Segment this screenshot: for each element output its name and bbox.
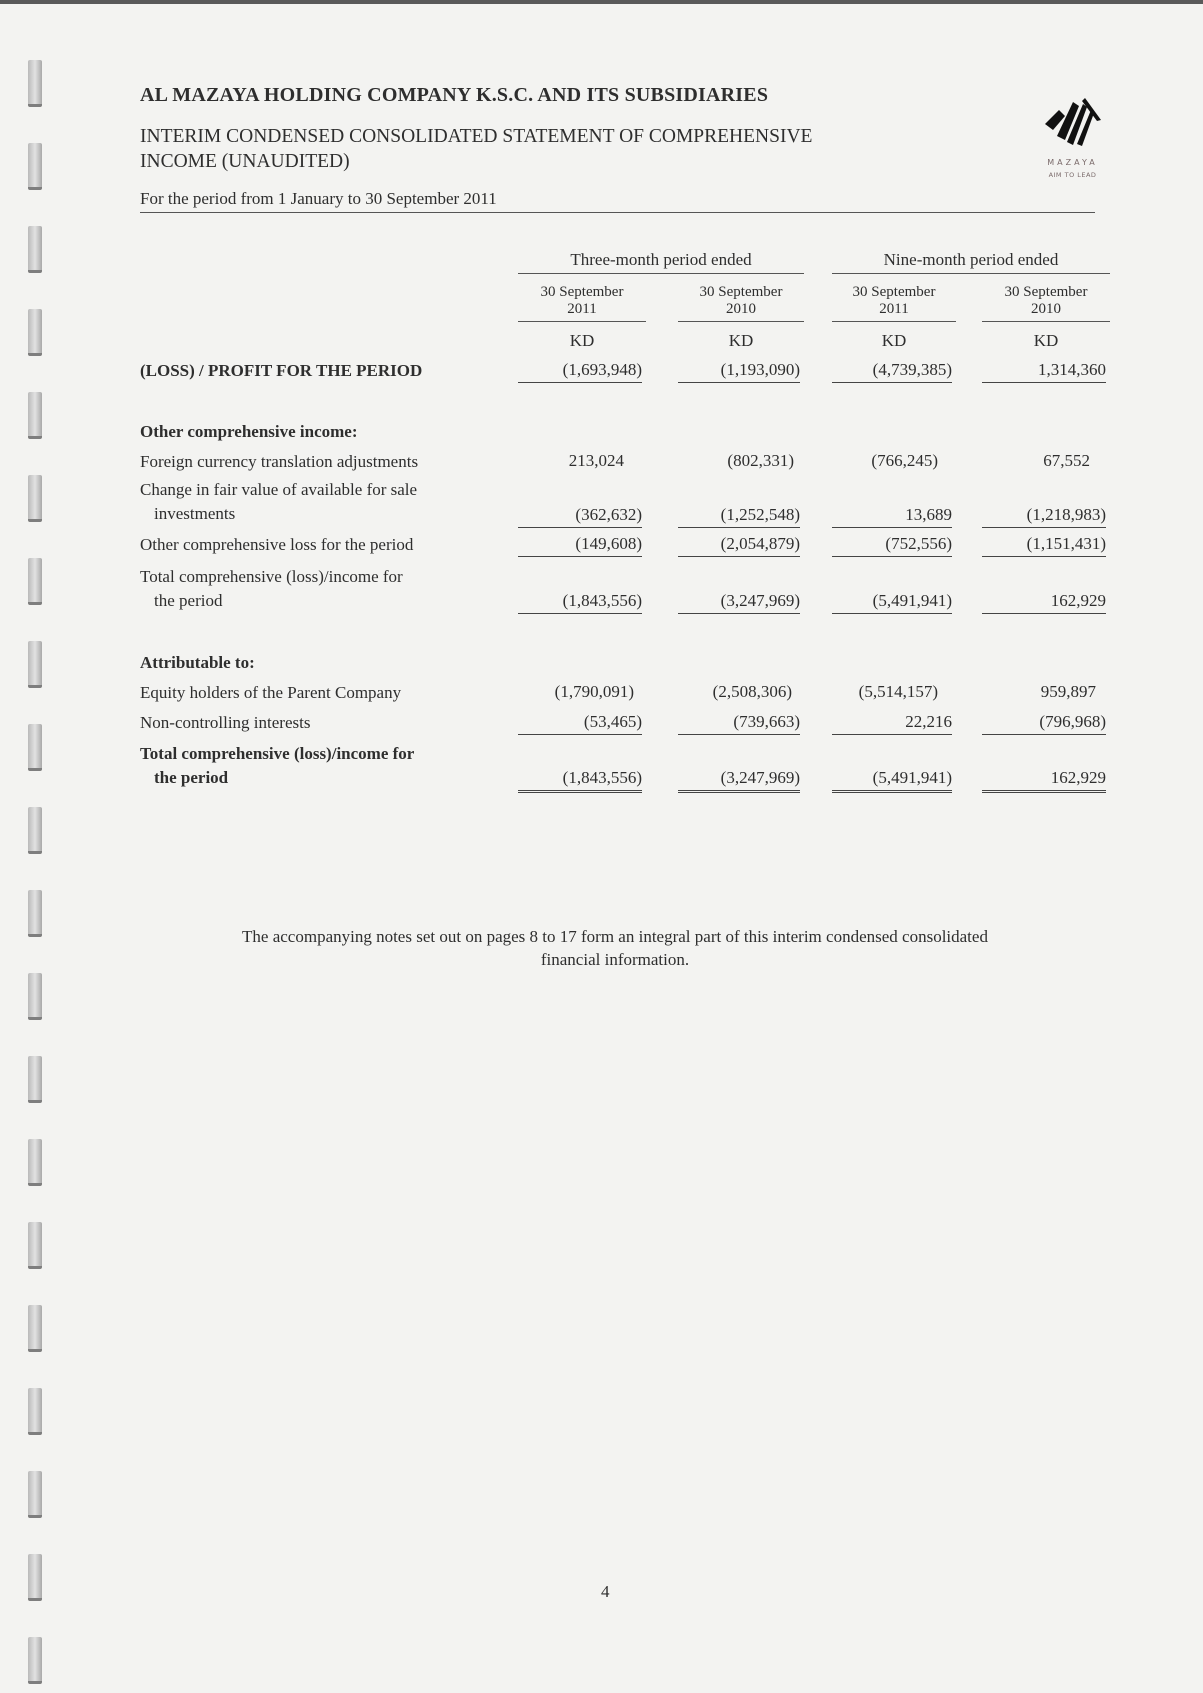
binding-ring	[28, 807, 42, 854]
value-cell: 162,929	[982, 591, 1106, 614]
row-label-oci-loss: Other comprehensive loss for the period	[140, 535, 414, 554]
row-label-profit: (LOSS) / PROFIT FOR THE PERIOD	[140, 361, 423, 380]
value-cell: (5,491,941)	[832, 591, 952, 614]
column-header-line1: 30 September	[540, 284, 624, 300]
row-label-afs	[140, 478, 417, 526]
footnote-line2: financial information.	[540, 950, 690, 969]
header-divider	[140, 212, 1095, 213]
statement-title-line2: INCOME (UNAUDITED)	[140, 151, 350, 172]
row-label-total-line2: the period	[154, 591, 223, 610]
value-cell: (1,843,556)	[518, 768, 642, 793]
row-label-total-line1: Total comprehensive (loss)/income for	[140, 567, 403, 586]
binding-ring	[28, 1305, 42, 1352]
section-heading-attributable: Attributable to:	[140, 653, 255, 672]
binding-ring	[28, 226, 42, 273]
binding-ring	[28, 724, 42, 771]
value-cell: (2,054,879)	[678, 534, 800, 557]
value-cell: (1,693,948)	[518, 360, 642, 383]
column-header-line2: 2011	[567, 301, 597, 317]
value-cell: (1,252,548)	[678, 505, 800, 528]
value-cell: 22,216	[832, 712, 952, 735]
value-cell: 13,689	[832, 505, 952, 528]
unit-label: KD	[569, 331, 595, 350]
nine-month-group-header: Nine-month period ended	[832, 250, 1110, 274]
company-name: AL MAZAYA HOLDING COMPANY K.S.C. AND ITS SUBSIDIARIES	[140, 84, 769, 106]
unit-label: KD	[728, 331, 754, 350]
value-cell: (149,608)	[518, 534, 642, 557]
statement-title	[140, 124, 940, 174]
column-header-line1: 30 September	[1004, 284, 1088, 300]
company-logo	[1030, 90, 1115, 179]
value-cell: 959,897	[1040, 682, 1096, 701]
column-header	[518, 284, 646, 322]
top-edge-line	[0, 0, 1203, 4]
row-label-total-comprehensive	[140, 565, 403, 613]
value-cell: (752,556)	[832, 534, 952, 557]
mazaya-logo-icon	[1041, 90, 1105, 154]
value-cell: (1,151,431)	[982, 534, 1106, 557]
period-subtitle: For the period from 1 January to 30 September 2011	[140, 189, 497, 208]
binding-ring	[28, 60, 42, 107]
binding-ring	[28, 890, 42, 937]
binding-ring	[28, 641, 42, 688]
column-header	[832, 284, 956, 322]
row-label-total2-line2: the period	[154, 768, 229, 787]
row-label-total2-line1: Total comprehensive (loss)/income for	[140, 744, 415, 763]
binding-ring	[28, 392, 42, 439]
column-header-line1: 30 September	[699, 284, 783, 300]
logo-tagline: AIM TO LEAD	[1048, 171, 1097, 179]
unit-label: KD	[881, 331, 907, 350]
binding-ring	[28, 143, 42, 190]
footnote	[170, 925, 1060, 971]
value-cell: (796,968)	[982, 712, 1106, 735]
value-cell: (5,491,941)	[832, 768, 952, 793]
statement-title-line1: INTERIM CONDENSED CONSOLIDATED STATEMENT OF COMPREHENSIVE	[140, 126, 813, 147]
binding-ring	[28, 1471, 42, 1518]
binding-ring	[28, 1554, 42, 1601]
column-header-line2: 2010	[1031, 301, 1061, 317]
row-label-equity-holders: Equity holders of the Parent Company	[140, 683, 402, 702]
value-cell: (4,739,385)	[832, 360, 952, 383]
value-cell: (739,663)	[678, 712, 800, 735]
row-label-fx: Foreign currency translation adjustments	[140, 452, 419, 471]
value-cell: 67,552	[1043, 451, 1090, 470]
value-cell: (5,514,157)	[858, 682, 938, 701]
binding-ring	[28, 973, 42, 1020]
binding-ring	[28, 558, 42, 605]
value-cell: 213,024	[568, 451, 624, 470]
binding-ring	[28, 1139, 42, 1186]
column-header	[678, 284, 804, 322]
column-header	[982, 284, 1110, 322]
value-cell: (802,331)	[727, 451, 794, 470]
row-label-afs-line2: investments	[154, 504, 236, 523]
value-cell: (3,247,969)	[678, 768, 800, 793]
row-label-afs-line1: Change in fair value of available for sale	[140, 480, 418, 499]
value-cell: 162,929	[982, 768, 1106, 793]
value-cell: (1,218,983)	[982, 505, 1106, 528]
value-cell: 1,314,360	[982, 360, 1106, 383]
row-label-total-comprehensive-bold	[140, 742, 414, 790]
value-cell: (766,245)	[871, 451, 938, 470]
column-header-line2: 2010	[726, 301, 756, 317]
value-cell: (362,632)	[518, 505, 642, 528]
value-cell: (1,193,090)	[678, 360, 800, 383]
unit-label: KD	[1033, 331, 1059, 350]
page-number: 4	[601, 1582, 610, 1601]
column-header-line2: 2011	[879, 301, 909, 317]
row-label-non-controlling: Non-controlling interests	[140, 713, 311, 732]
binding-ring	[28, 309, 42, 356]
value-cell: (2,508,306)	[712, 682, 792, 701]
logo-brand-text: MAZAYA	[1047, 158, 1098, 167]
binding-ring	[28, 1637, 42, 1684]
spiral-binding	[28, 0, 46, 1693]
footnote-line1: The accompanying notes set out on pages 8 to 17 form an integral part of this interim condensed consolidated	[242, 927, 988, 946]
value-cell: (1,790,091)	[554, 682, 634, 701]
binding-ring	[28, 1388, 42, 1435]
binding-ring	[28, 1056, 42, 1103]
binding-ring	[28, 475, 42, 522]
three-month-group-header: Three-month period ended	[518, 250, 804, 274]
binding-ring	[28, 1222, 42, 1269]
value-cell: (1,843,556)	[518, 591, 642, 614]
column-header-line1: 30 September	[852, 284, 936, 300]
value-cell: (3,247,969)	[678, 591, 800, 614]
value-cell: (53,465)	[518, 712, 642, 735]
section-heading-oci: Other comprehensive income:	[140, 422, 358, 441]
